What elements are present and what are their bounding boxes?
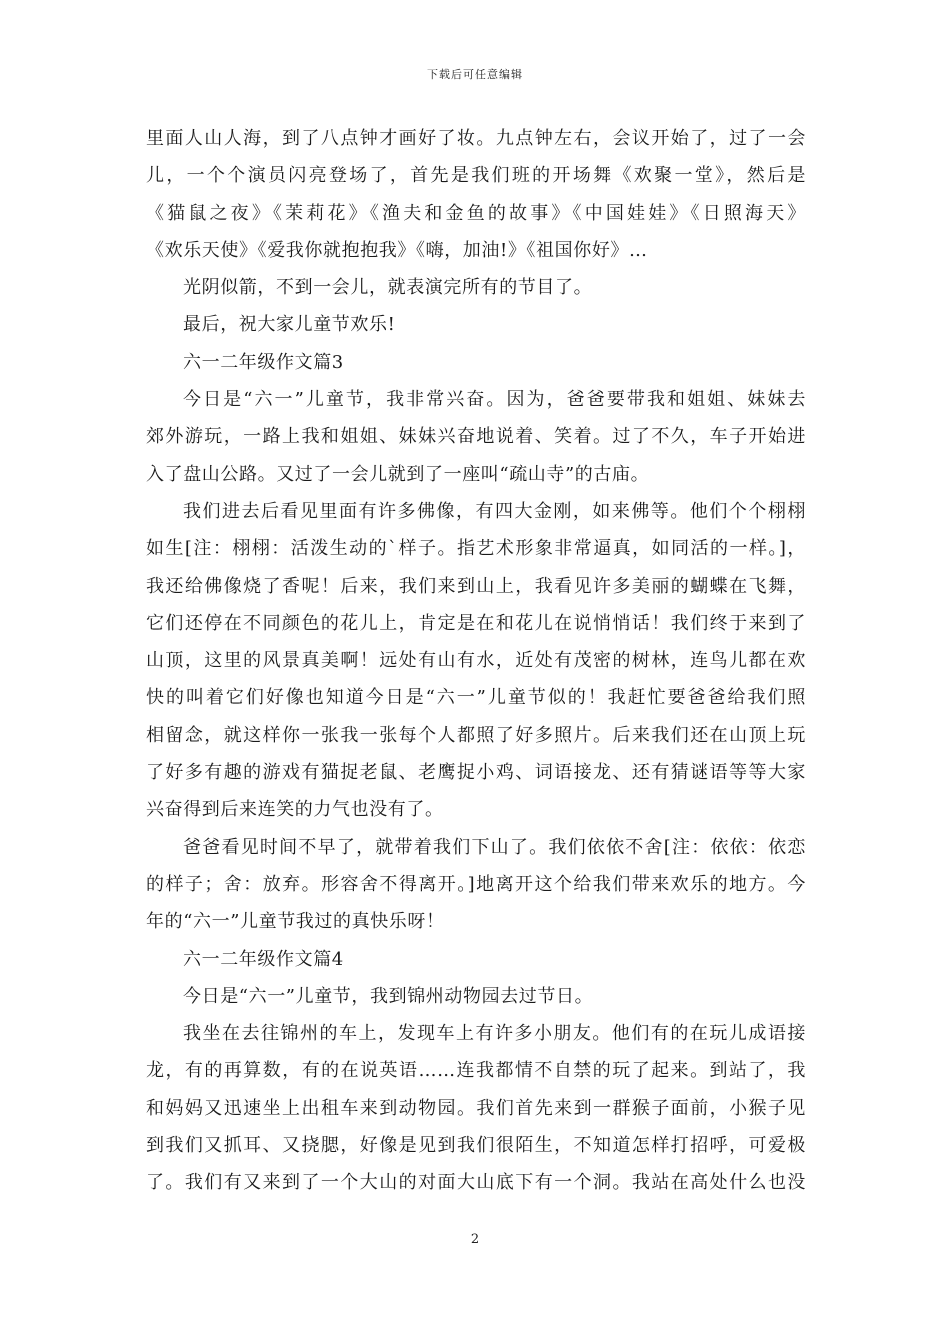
text-line: 我坐在去往锦州的车上，发现车上有许多小朋友。他们有的在玩儿成语接	[183, 1023, 806, 1045]
text-line: 年的“六一”儿童节我过的真快乐呀！	[146, 911, 445, 933]
page-header: 下载后可任意编辑	[427, 68, 523, 81]
text-line: 相留念，就这样你一张我一张每个人都照了好多照片。后来我们还在山顶上玩	[146, 724, 806, 746]
text-line: 《猫鼠之夜》《茉莉花》《渔夫和金鱼的故事》《中国娃娃》《日照海天》	[146, 202, 806, 224]
text-line: 今日是“六一”儿童节，我非常兴奋。因为，爸爸要带我和姐姐、妹妹去	[183, 389, 806, 411]
text-line: 爸爸看见时间不早了，就带着我们下山了。我们依依不舍[注：依依：依恋	[183, 836, 806, 858]
text-line: 我们进去后看见里面有许多佛像，有四大金刚，如来佛等。他们个个栩栩	[183, 500, 806, 522]
text-line: 的样子；舍：放弃。形容舍不得离开。]地离开这个给我们带来欢乐的地方。今	[146, 873, 806, 895]
text-line: 和妈妈又迅速坐上出租车来到动物园。我们首先来到一群猴子面前，小猴子见	[146, 1097, 806, 1119]
text-line: 龙，有的再算数，有的在说英语……连我都情不自禁的玩了起来。到站了，我	[146, 1060, 806, 1082]
text-line: 儿，一个个演员闪亮登场了，首先是我们班的开场舞《欢聚一堂》，然后是	[146, 165, 806, 187]
text-line: 六一二年级作文篇4	[183, 948, 344, 970]
text-line: 到我们又抓耳、又挠腮，好像是见到我们很陌生，不知道怎样打招呼，可爱极	[146, 1135, 806, 1157]
text-line: 它们还停在不同颜色的花儿上，肯定是在和花儿在说悄悄话！我们终于来到了	[146, 612, 806, 634]
text-line: 我还给佛像烧了香呢！后来，我们来到山上，我看见许多美丽的蝴蝶在飞舞，	[146, 575, 806, 597]
page-number: 2	[470, 1232, 480, 1247]
text-line: 快的叫着它们好像也知道今日是“六一”儿童节似的！我赶忙要爸爸给我们照	[146, 687, 806, 709]
text-line: 光阴似箭，不到一会儿，就表演完所有的节目了。	[183, 277, 593, 299]
text-line: 兴奋得到后来连笑的力气也没有了。	[146, 799, 444, 821]
text-line: 山顶，这里的风景真美啊！远处有山有水，近处有茂密的树林，连鸟儿都在欢	[146, 650, 806, 672]
text-line: 了好多有趣的游戏有猫捉老鼠、老鹰捉小鸡、词语接龙、还有猜谜语等等大家	[146, 762, 806, 784]
text-line: 里面人山人海，到了八点钟才画好了妆。九点钟左右，会议开始了，过了一会	[146, 128, 806, 149]
text-line: 了。我们有又来到了一个大山的对面大山底下有一个洞。我站在高处什么也没	[146, 1172, 806, 1194]
text-line: 六一二年级作文篇3	[183, 351, 344, 373]
text-line: 入了盘山公路。又过了一会儿就到了一座叫“疏山寺”的古庙。	[146, 463, 650, 485]
text-line: 如生[注：栩栩：活泼生动的`样子。指艺术形象非常逼真，如同活的一样。]，	[146, 538, 806, 560]
text-line: 郊外游玩，一路上我和姐姐、妹妹兴奋地说着、笑着。过了不久，车子开始进	[146, 426, 806, 448]
document-body	[146, 120, 806, 1202]
text-line: 《欢乐天使》《爱我你就抱抱我》《嗨，加油!》《祖国你好》…	[146, 239, 648, 261]
text-line: 今日是“六一”儿童节，我到锦州动物园去过节日。	[183, 985, 594, 1007]
text-line: 最后，祝大家儿童节欢乐!	[183, 314, 396, 336]
